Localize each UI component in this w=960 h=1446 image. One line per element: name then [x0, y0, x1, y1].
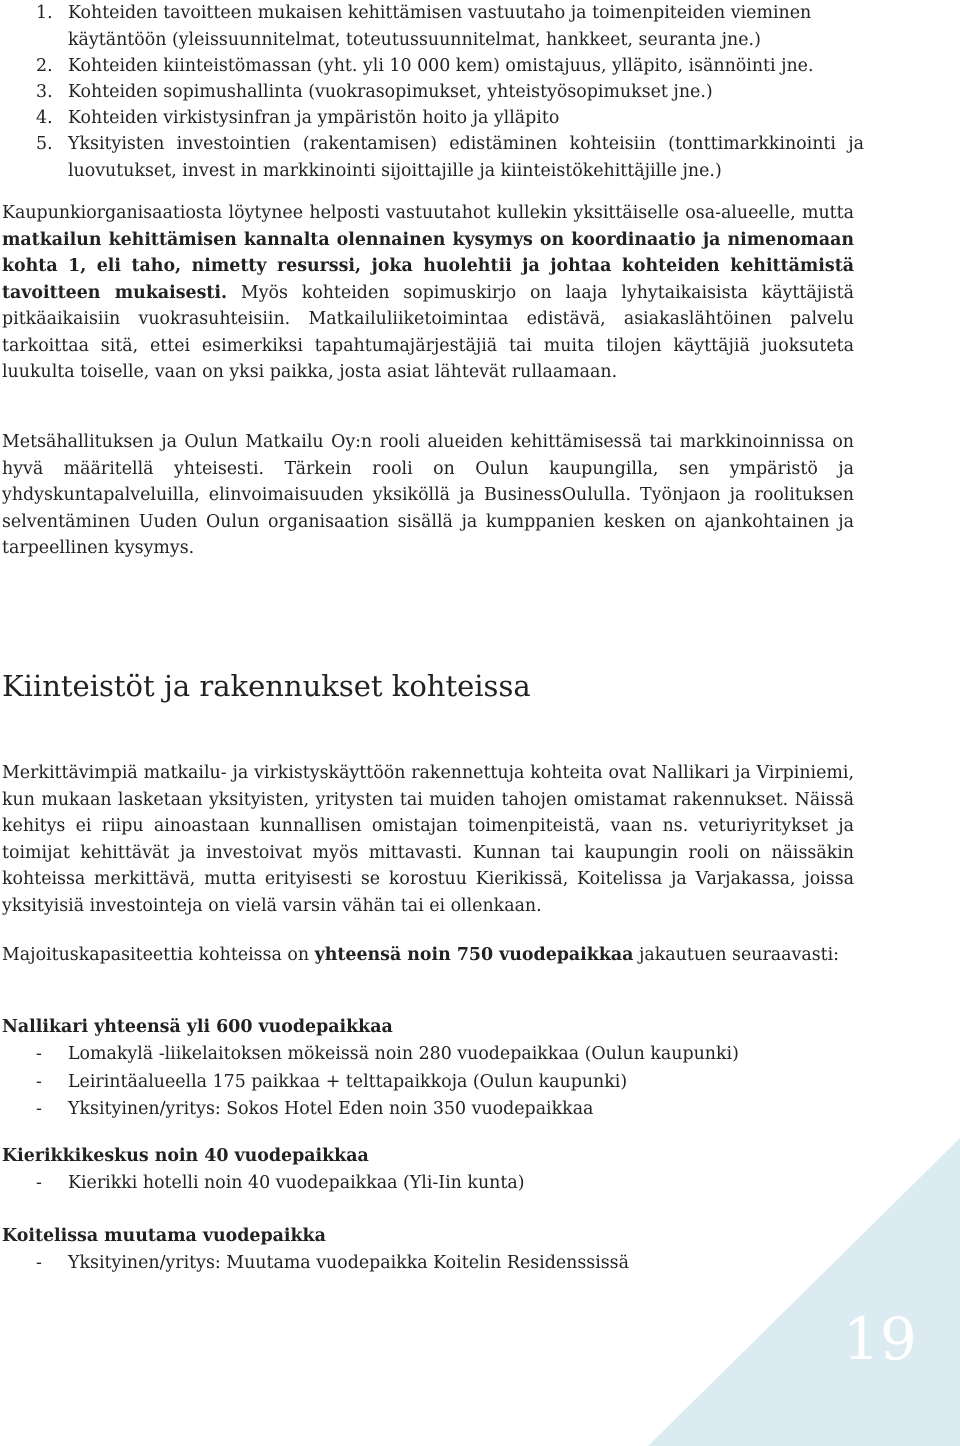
- paragraph-coordination: [2, 200, 854, 386]
- list-marker: 5.: [36, 134, 53, 154]
- list-item: [0, 1041, 880, 1069]
- list-item-text: Leirintäalueella 175 paikkaa + telttapaikkoja (Oulun kaupunki): [68, 1071, 628, 1092]
- list-item-text: Yksityinen/yritys: Sokos Hotel Eden noin 350 vuodepaikkaa: [68, 1099, 594, 1119]
- list-item: [0, 1170, 880, 1198]
- paragraph-capacity: [2, 942, 854, 969]
- paragraph-roles: Metsähallituksen ja Oulun Matkailu Oy:n rooli alueiden kehittämisessä tai markkinoinnissa on hyvä määritellä yhteisesti. Tärkein rooli on Oulun kaupungilla, sen ympäristö ja yhdyskuntapalveluilla, elinvoimaisuuden yksiköllä ja BusinessOululla. Työnjaon ja roolituksen selventäminen Uuden Oulun organisaation sisällä ja kumppanien kesken on ajankohtainen ja tarpeellinen kysymys.: [2, 432, 854, 558]
- dash-marker: -: [36, 1071, 42, 1092]
- dash-marker: -: [36, 1173, 42, 1193]
- list-item-text: Kohteiden kiinteistömassan (yht. yli 10 000 kem) omistajuus, ylläpito, isännöinti jne.: [68, 56, 814, 76]
- group-title-nallikari: Nallikari yhteensä yli 600 vuodepaikkaa: [2, 1017, 393, 1037]
- list-item-text: Yksityinen/yritys: Muutama vuodepaikka Koitelin Residenssissä: [68, 1253, 629, 1273]
- list-marker: 4.: [36, 108, 53, 128]
- dash-marker: -: [36, 1099, 42, 1119]
- list-marker: 3.: [36, 82, 53, 102]
- list-item: [0, 1069, 880, 1097]
- list-item-text: Lomakylä -liikelaitoksen mökeissä noin 280 vuodepaikkaa (Oulun kaupunki): [68, 1044, 739, 1064]
- paragraph-properties: Merkittävimpiä matkailu- ja virkistyskäyttöön rakennettuja kohteita ovat Nallikari ja Virpiniemi, kun mukaan lasketaan yksityisten, yritysten tai muiden tahojen omistamat rakennukset. Näissä kehitys ei riipu ainoastaan kunnallisen omistajan toimenpiteistä, vaan ns. veturiyritykset ja toimijat kehittävät ja investoivat myös mittavasti. Kunnan tai kaupungin rooli on näissäkin kohteissa merkittävä, mutta erityisesti se korostuu Kierikissä, Koitelissa ja Varjakassa, joissa yksityisiä investointeja on vielä varsin vähän tai ei ollenkaan.: [2, 763, 854, 916]
- list-item: [0, 0, 960, 53]
- paragraph-text: Kaupunkiorganisaatiosta löytynee helposti vastuutahot kullekin yksittäiselle osa-alueelle, mutta: [2, 203, 854, 223]
- paragraph-text: jakautuen seuraavasti:: [633, 945, 840, 965]
- list-item: [0, 131, 960, 184]
- list-marker: 1.: [36, 3, 53, 23]
- group-title-koiteli: Koitelissa muutama vuodepaikka: [2, 1226, 326, 1246]
- list-item-text: Yksityisten investointien (rakentamisen) edistäminen kohteisiin (tonttimarkkinointi ja luovutukset, invest in markkinointi sijoittajille ja kiinteistökehittäjille jne.): [68, 134, 864, 181]
- dash-marker: -: [36, 1253, 42, 1273]
- dash-marker: -: [36, 1044, 42, 1064]
- section-heading: Kiinteistöt ja rakennukset kohteissa: [2, 669, 531, 703]
- paragraph-emphasis: yhteensä noin 750 vuodepaikkaa: [314, 945, 634, 965]
- list-item-text: Kierikki hotelli noin 40 vuodepaikkaa (Yli-Iin kunta): [68, 1173, 525, 1193]
- dash-list-nallikari: [0, 1041, 880, 1124]
- group-title-kierikki: Kierikkikeskus noin 40 vuodepaikkaa: [2, 1146, 369, 1166]
- page-number: 19: [843, 1305, 917, 1373]
- list-item-text: Kohteiden virkistysinfran ja ympäristön hoito ja ylläpito: [68, 108, 560, 128]
- paragraph-text: Myös kohteiden sopimuskirjo on laaja lyhytaikaisista käyttäjistä pitkäaikaisiin vuokrasuhteisiin. Matkailuliiketoimintaa edistävä, asiakaslähtöinen palvelu tarkoittaa sitä, ettei esimerkiksi tapahtumajärjestäjiä tai muita tilojen käyttäjiä juoksuteta luukulta toiselle, vaan on yksi paikka, josta asiat lähtevät rullaamaan.: [2, 282, 854, 382]
- list-item: [0, 1250, 880, 1278]
- list-item: [0, 1096, 880, 1124]
- list-item: [0, 105, 960, 132]
- list-item: [0, 53, 960, 80]
- dash-list-kierikki: [0, 1170, 880, 1198]
- list-item-text: Kohteiden sopimushallinta (vuokrasopimukset, yhteistyösopimukset jne.): [68, 82, 713, 102]
- list-item: [0, 79, 960, 106]
- list-item-text: Kohteiden tavoitteen mukaisen kehittämisen vastuutaho ja toimenpiteiden vieminen käytäntöön (yleissuunnitelmat, toteutussuunnitelmat, hankkeet, seuranta jne.): [68, 3, 812, 50]
- paragraph-emphasis: matkailun kehittämisen kannalta olennainen kysymys on koordinaatio ja nimenomaan kohta 1, eli taho, nimetty resurssi, joka huolehtii ja johtaa kohteiden kehittämistä tavoitteen mukaisesti.: [2, 229, 854, 303]
- paragraph-text: Majoituskapasiteettia kohteissa on: [2, 945, 315, 965]
- dash-list-koiteli: [0, 1250, 880, 1278]
- list-marker: 2.: [36, 56, 53, 76]
